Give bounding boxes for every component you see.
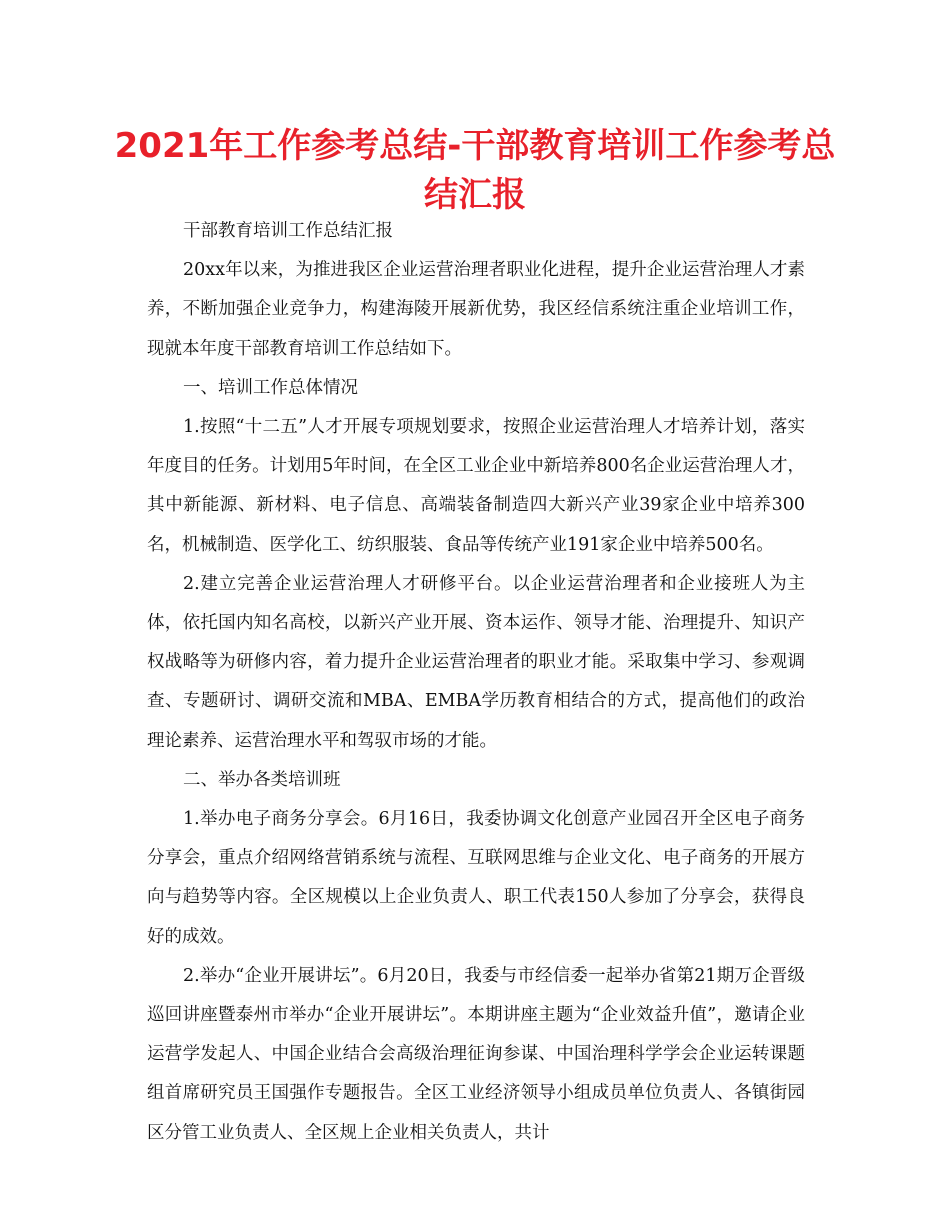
document-body: [147, 212, 805, 1153]
document-title: 2021年工作参考总结-干部教育培训工作参考总结汇报: [114, 126, 836, 215]
paragraph-item-1-1: 1.按照“十二五”人才开展专项规划要求，按照企业运营治理人才培养计划，落实年度目的任务。计划用5年时间，在全区工业企业中新培养800名企业运营治理人才，其中新能源、新材料、电子信息、高端装备制造四大新兴产业39家企业中培养300名，机械制造、医学化工、纺织服装、食品等传统产业191家企业中培养500名。: [147, 417, 805, 555]
paragraph-intro: 20xx年以来，为推进我区企业运营治理者职业化进程，提升企业运营治理人才素养，不断加强企业竞争力，构建海陵开展新优势，我区经信系统注重企业培训工作，现就本年度干部教育培训工作总结如下。: [147, 260, 805, 359]
paragraph-item-2-2: 2.举办“企业开展讲坛”。6月20日，我委与市经信委一起举办省第21期万企晋级巡回讲座暨泰州市举办“企业开展讲坛”。本期讲座主题为“企业效益升值”，邀请企业运营学发起人、中国企业结合会高级治理征询参谋、中国治理科学学会企业运转课题组首席研究员王国强作专题报告。全区工业经济领导小组成员单位负责人、各镇街园区分管工业负责人、全区规上企业相关负责人，共计: [147, 965, 805, 1143]
paragraph-subtitle: 干部教育培训工作总结汇报: [183, 221, 393, 241]
section-heading-1: 一、培训工作总体情况: [183, 377, 358, 398]
paragraph-item-1-2: 2.建立完善企业运营治理人才研修平台。以企业运营治理者和企业接班人为主体，依托国内知名高校，以新兴产业开展、资本运作、领导才能、治理提升、知识产权战略等为研修内容，着力提升企业运营治理者的职业才能。采取集中学习、参观调查、专题研讨、调研交流和MBA、EMBA学历教育相结合的方式，提高他们的政治理论素养、运营治理水平和驾驭市场的才能。: [147, 573, 805, 751]
section-heading-2: 二、举办各类培训班: [183, 769, 341, 790]
paragraph-item-2-1: 1.举办电子商务分享会。6月16日，我委协调文化创意产业园召开全区电子商务分享会，重点介绍网络营销系统与流程、互联网思维与企业文化、电子商务的开展方向与趋势等内容。全区规模以上企业负责人、职工代表150人参加了分享会，获得良好的成效。: [147, 809, 805, 947]
